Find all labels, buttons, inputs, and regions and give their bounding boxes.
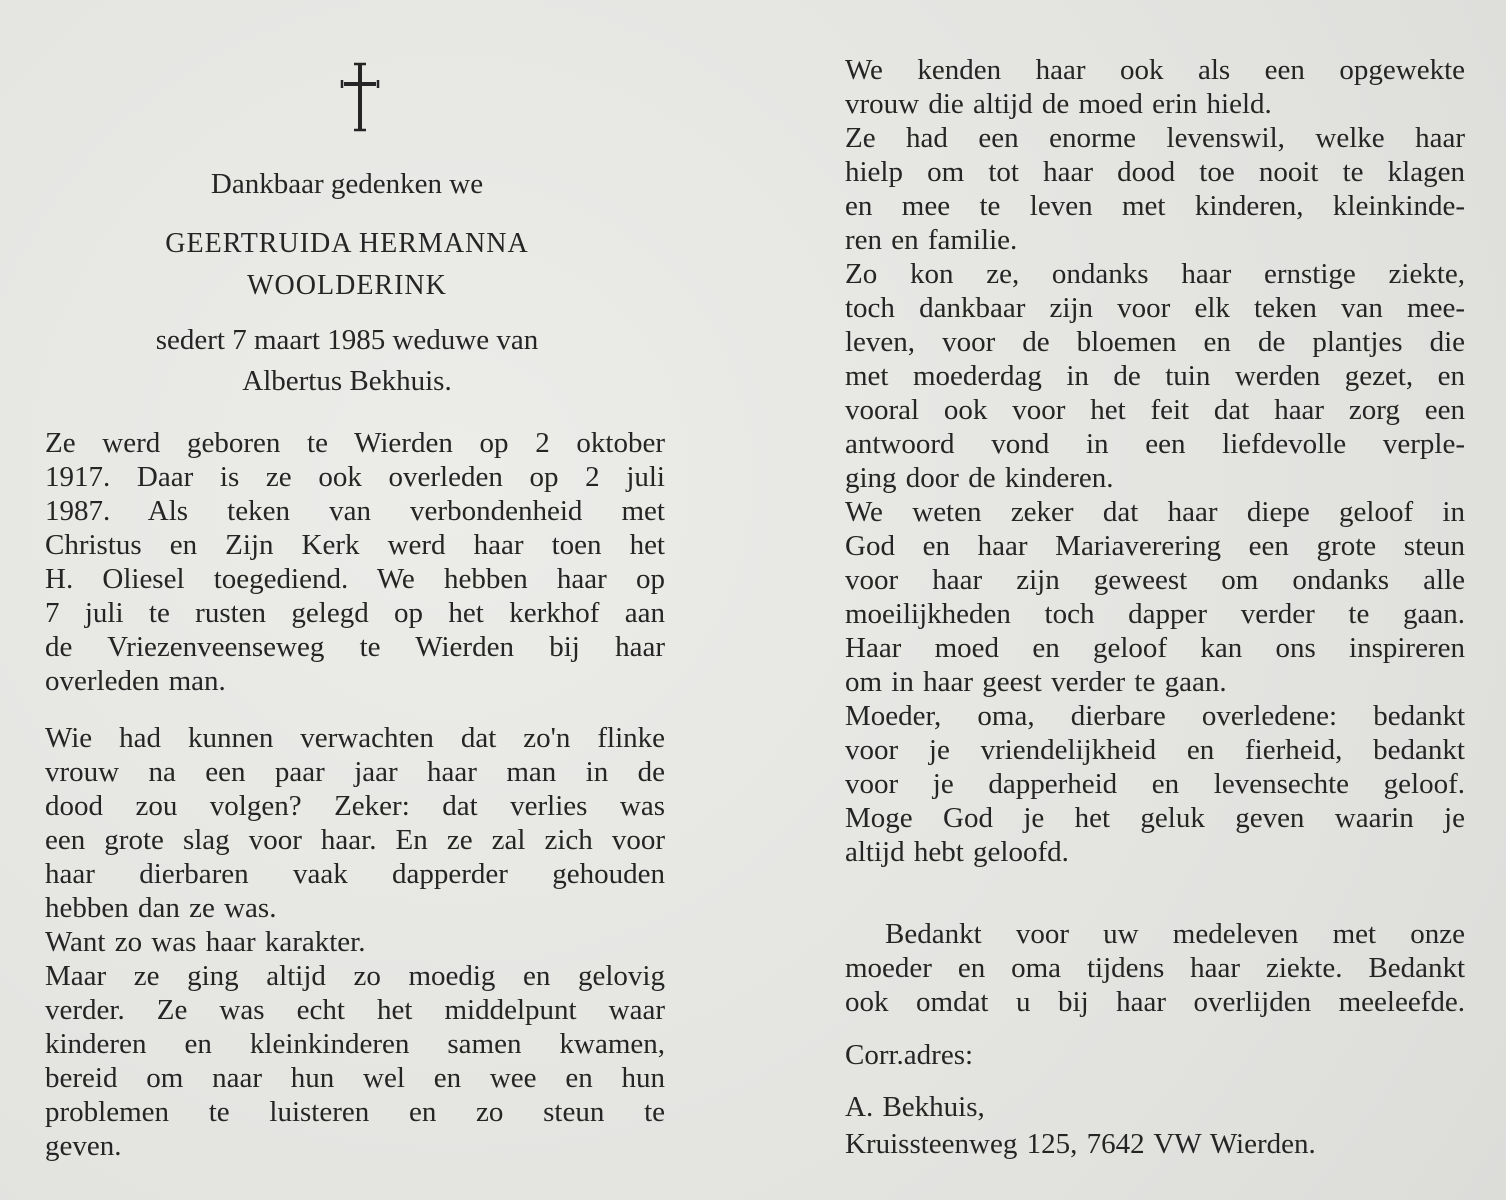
paragraph: [845, 1038, 1465, 1072]
text-line: Moge God je het geluk geven waarin je: [845, 802, 1465, 834]
text-line: Zo kon ze, ondanks haar ernstige ziekte,: [845, 258, 1465, 290]
text-line: Christus en Zijn Kerk werd haar toen het: [45, 529, 665, 561]
text-line: Moeder, oma, dierbare overledene: bedankt: [845, 700, 1465, 732]
text-line: Bedankt voor uw medeleven met onze: [885, 918, 1465, 950]
text-line: 1917. Daar is ze ook overleden op 2 juli: [45, 461, 665, 493]
text-line: vooral ook voor het feit dat haar zorg een: [845, 394, 1465, 426]
cross-icon: [340, 62, 380, 132]
text-line: Wie had kunnen verwachten dat zo'n flinke: [45, 722, 665, 754]
text-line: Corr.adres:: [845, 1039, 974, 1071]
text-line: met moederdag in de tuin werden gezet, en: [845, 360, 1465, 392]
text-line: ook omdat u bij haar overlijden meeleefde.: [845, 986, 1465, 1018]
paragraph: [845, 53, 1465, 869]
text-line: A. Bekhuis,: [845, 1091, 985, 1123]
text-line: Haar moed en geloof kan ons inspireren: [845, 632, 1465, 664]
text-line: antwoord vond in een liefdevolle verple-: [845, 428, 1465, 460]
text-line: 1987. Als teken van verbondenheid met: [45, 495, 665, 527]
text-line: Kruissteenweg 125, 7642 VW Wierden.: [845, 1128, 1316, 1160]
text-line: Maar ze ging altijd zo moedig en gelovig: [45, 960, 665, 992]
text-line: voor je vriendelijkheid en fierheid, bedankt: [845, 734, 1465, 766]
deceased-name-line1: GEERTRUIDA HERMANNA: [165, 228, 529, 259]
text-line: kinderen en kleinkinderen samen kwamen,: [45, 1028, 665, 1060]
paragraph: [845, 1090, 1465, 1124]
text-line: en mee te leven met kinderen, kleinkinde-: [845, 190, 1465, 222]
text-line: de Vriezenveenseweg te Wierden bij haar: [45, 631, 665, 663]
text-line: Ze had een enorme levenswil, welke haar: [845, 122, 1465, 154]
text-line: God en haar Mariaverering een grote steun: [845, 530, 1465, 562]
text-line: Want zo was haar karakter.: [45, 926, 366, 958]
text-line: haar dierbaren vaak dapperder gehouden: [45, 858, 665, 890]
text-line: moeilijkheden toch dapper verder te gaan.: [845, 598, 1465, 630]
text-line: vrouw na een paar jaar haar man in de: [45, 756, 665, 788]
husband-name: Albertus Bekhuis.: [242, 365, 452, 397]
text-line: verder. Ze was echt het middelpunt waar: [45, 994, 665, 1026]
text-line: Ze werd geboren te Wierden op 2 oktober: [45, 427, 665, 459]
text-line: toch dankbaar zijn voor elk teken van mee-: [845, 292, 1465, 324]
text-line: 7 juli te rusten gelegd op het kerkhof aan: [45, 597, 665, 629]
text-line: We kenden haar ook als een opgewekte: [845, 54, 1465, 86]
paragraph: [845, 1127, 1465, 1161]
deceased-name-line2: WOOLDERINK: [247, 270, 447, 301]
paragraph: [845, 917, 1465, 1019]
text-line: hielp om tot haar dood toe nooit te klagen: [845, 156, 1465, 188]
text-line: moeder en oma tijdens haar ziekte. Bedankt: [845, 952, 1465, 984]
text-line: overleden man.: [45, 665, 226, 697]
intro-line: Dankbaar gedenken we: [210, 168, 484, 200]
text-line: We weten zeker dat haar diepe geloof in: [845, 496, 1465, 528]
text-line: een grote slag voor haar. En ze zal zich voor: [45, 824, 665, 856]
text-line: problemen te luisteren en zo steun te: [45, 1096, 665, 1128]
text-line: H. Oliesel toegediend. We hebben haar op: [45, 563, 665, 595]
text-line: leven, voor de bloemen en de plantjes die: [845, 326, 1465, 358]
text-line: voor haar zijn geweest om ondanks alle: [845, 564, 1465, 596]
left-column-text: [45, 426, 665, 1163]
widow-line: sedert 7 maart 1985 weduwe van: [155, 324, 539, 356]
text-line: vrouw die altijd de moed erin hield.: [845, 88, 1272, 120]
text-line: ren en familie.: [845, 224, 1018, 256]
text-line: ging door de kinderen.: [845, 462, 1114, 494]
text-line: geven.: [45, 1130, 122, 1162]
paragraph: [45, 721, 665, 1163]
text-line: hebben dan ze was.: [45, 892, 277, 924]
right-column-text: [845, 53, 1465, 1161]
text-line: bereid om naar hun wel en wee en hun: [45, 1062, 665, 1094]
text-line: altijd hebt geloofd.: [845, 836, 1069, 868]
paragraph: [45, 426, 665, 698]
text-line: voor je dapperheid en levensechte geloof.: [845, 768, 1465, 800]
text-line: om in haar geest verder te gaan.: [845, 666, 1227, 698]
text-line: dood zou volgen? Zeker: dat verlies was: [45, 790, 665, 822]
